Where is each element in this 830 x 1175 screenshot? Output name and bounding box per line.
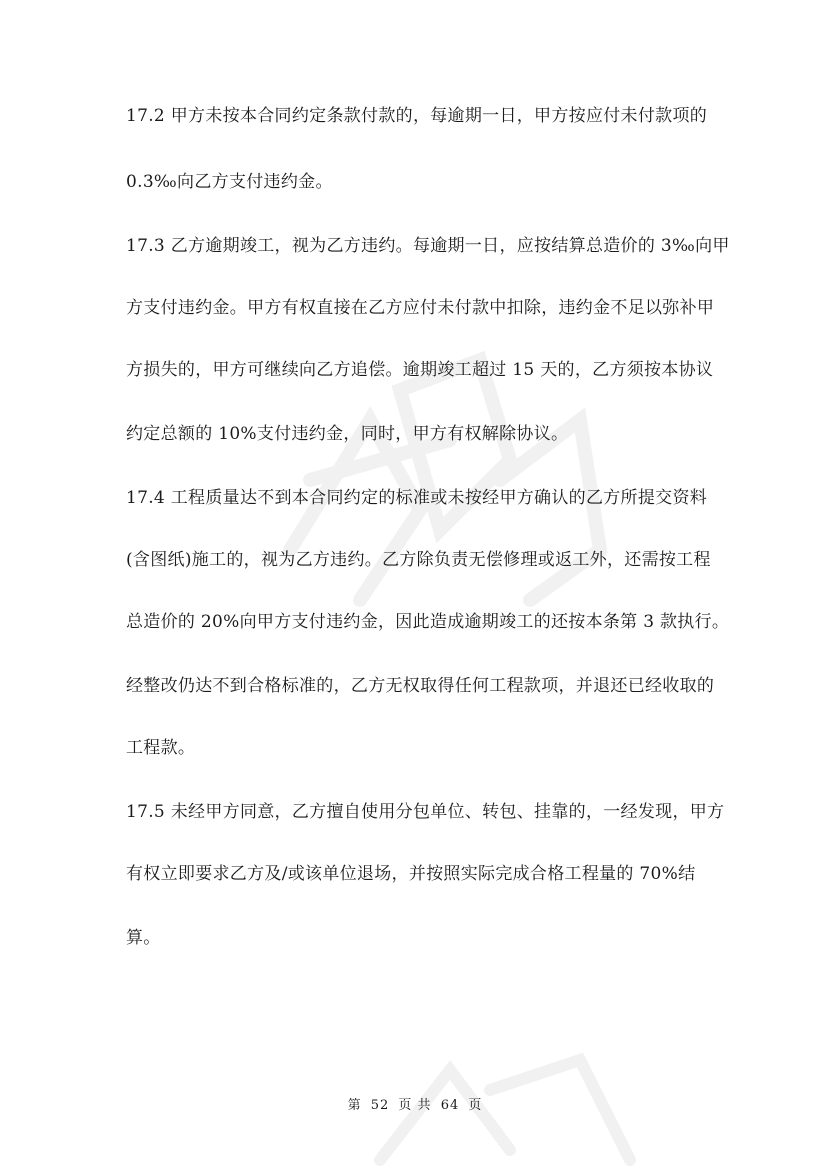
text-line: 算。 — [126, 928, 161, 948]
footer-middle: 页 共 — [398, 1098, 432, 1113]
text-line: 方支付违约金。甲方有权直接在乙方应付未付款中扣除，违约金不足以弥补甲 — [126, 298, 715, 318]
text-line: 方损失的，甲方可继续向乙方追偿。逾期竣工超过 15 天的，乙方须按本协议 — [126, 360, 714, 380]
footer-suffix: 页 — [468, 1098, 483, 1113]
total-page-count: 64 — [440, 1098, 460, 1113]
page-number-footer — [0, 1094, 830, 1113]
text-line: 17.2 甲方未按本合同约定条款付款的，每逾期一日，甲方按应付未付款项的 — [126, 106, 708, 126]
text-line: 约定总额的 10%支付违约金，同时，甲方有权解除协议。 — [126, 424, 569, 444]
text-line: 17.5 未经甲方同意，乙方擅自使用分包单位、转包、挂靠的，一经发现，甲方 — [126, 802, 725, 822]
watermark-graphic — [250, 300, 630, 640]
text-line: 0.3‰向乙方支付违约金。 — [126, 172, 333, 192]
footer-prefix: 第 — [347, 1098, 362, 1113]
text-line: 经整改仍达不到合格标准的，乙方无权取得任何工程款项，并退还已经收取的 — [126, 676, 715, 696]
text-line: 有权立即要求乙方及/或该单位退场，并按照实际完成合格工程量的 70%结 — [126, 864, 696, 884]
text-line: 17.3 乙方逾期竣工，视为乙方违约。每逾期一日，应按结算总造价的 3‰向甲 — [126, 236, 730, 256]
text-line: 工程款。 — [126, 738, 196, 758]
text-line: (含图纸)施工的，视为乙方违约。乙方除负责无偿修理或返工外，还需按工程 — [126, 550, 711, 570]
text-line: 总造价的 20%向甲方支付违约金，因此造成逾期竣工的还按本条第 3 款执行。 — [126, 612, 730, 632]
current-page-number: 52 — [370, 1098, 390, 1113]
text-line: 17.4 工程质量达不到本合同约定的标准或未按经甲方确认的乙方所提交资料 — [126, 488, 708, 508]
